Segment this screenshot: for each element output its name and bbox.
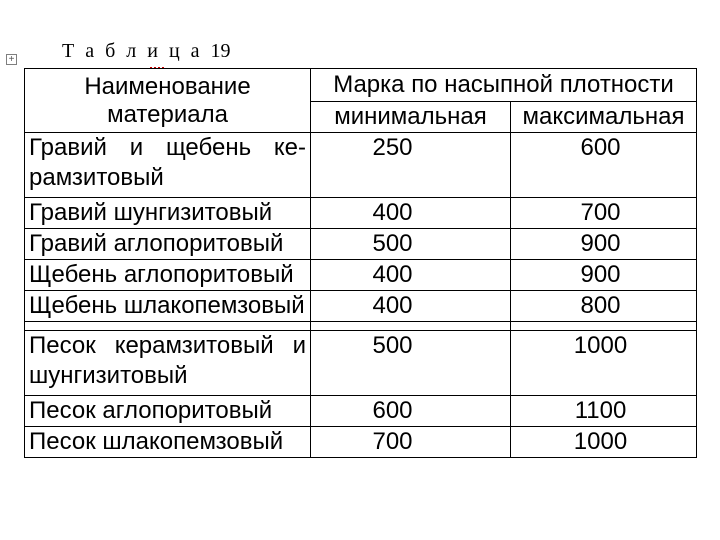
max-value: 900 [511,229,697,260]
min-value: 600 [311,396,511,427]
max-value: 700 [511,198,697,229]
table-row [25,427,697,458]
min-value: 250 [311,133,511,198]
table-row [25,198,697,229]
header-density-grade: Марка по насыпной плотности [311,69,697,102]
material-name: Песок шлакопемзовый [25,427,311,458]
header-max: максимальная [511,102,697,133]
table-move-handle-icon[interactable]: + [6,54,17,65]
min-value: 500 [311,229,511,260]
table-spacer-row [25,322,697,331]
material-name: Щебень шлакопемзовый [25,291,311,322]
spacer-cell [25,322,311,331]
table-row [25,331,697,396]
min-value: 700 [311,427,511,458]
table-caption [62,40,231,63]
caption-label: Т а б л и ц а [62,40,203,62]
table-row [25,260,697,291]
max-value: 1000 [511,427,697,458]
max-value: 1100 [511,396,697,427]
density-table [24,68,697,458]
max-value: 1000 [511,331,697,396]
header-min: минимальная [311,102,511,133]
max-value: 600 [511,133,697,198]
min-value: 400 [311,291,511,322]
material-name: Песок керамзитовый и шунгизитовый [25,331,311,396]
table-row [25,291,697,322]
material-name [25,198,311,229]
table-row [25,396,697,427]
min-value: 400 [311,260,511,291]
material-name: Гравий и щебень ке-рамзитовый [25,133,311,198]
material-name: Щебень аглопоритовый [25,260,311,291]
max-value: 900 [511,260,697,291]
min-value: 400 [311,198,511,229]
material-name: Гравий аглопоритовый [25,229,311,260]
caption-number: 19 [210,40,231,62]
max-value: 800 [511,291,697,322]
spacer-cell [311,322,511,331]
min-value: 500 [311,331,511,396]
header-material-name: Наименование материала [25,69,311,133]
material-name: Песок аглопоритовый [25,396,311,427]
table-row [25,133,697,198]
material-name-text: Гравий шунгизитовый [29,199,273,226]
table-row [25,229,697,260]
spacer-cell [511,322,697,331]
